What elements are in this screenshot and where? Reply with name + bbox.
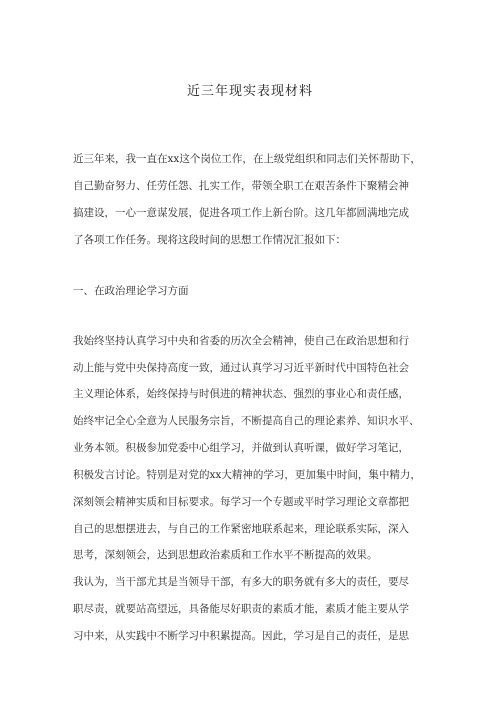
section1-line-5: 业务本领。积极参加党委中心组学习，并做到认真听课，做好学习笔记， <box>73 442 409 454</box>
section-heading-politics: 一、在政治理论学习方面 <box>73 285 189 297</box>
section2-line-3: 习中来，从实践中不断学习中积累提高。因此，学习是自己的责任，是思 <box>73 630 409 642</box>
section1-line-1: 我始终坚持认真学习中央和省委的历次全会精神，使自己在政治思想和行 <box>73 335 409 347</box>
section1-line-6: 积极发言讨论。特别是对党的xx大精神的学习，更加集中时间，集中精力， <box>73 469 421 481</box>
intro-line-1: 近三年来，我一直在xx这个岗位工作，在上级党组织和同志们关怀帮助下， <box>73 153 421 165</box>
section1-line-7: 深刻领会精神实质和目标要求。每学习一个专题或平时学习理论文章都把 <box>73 496 409 508</box>
intro-line-3: 搞建设，一心一意谋发展，促进各项工作上新台阶。这几年都圆满地完成 <box>73 207 409 219</box>
section2-line-2: 职尽责，就要站高望远，具备能尽好职责的素质才能，素质才能主要从学 <box>73 603 409 615</box>
section2-line-1: 我认为，当干部尤其是当领导干部，有多大的职务就有多大的责任，要尽 <box>73 576 409 588</box>
section1-line-9: 思考，深刻领会，达到思想政治素质和工作水平不断提高的效果。 <box>73 549 378 561</box>
section1-line-8: 自己的思想摆进去，与自己的工作紧密地联系起来，理论联系实际，深入 <box>73 523 409 535</box>
section1-line-4: 始终牢记全心全意为人民服务宗旨，不断提高自己的理论素养、知识水平、 <box>73 415 420 427</box>
section1-line-3: 主义理论体系，始终保持与时俱进的精神状态、强烈的事业心和责任感， <box>73 388 409 400</box>
intro-line-2: 自己勤奋努力、任劳任怨、扎实工作，带领全职工在艰苦条件下聚精会神 <box>73 180 409 192</box>
intro-line-4: 了各项工作任务。现将这段时间的思想工作情况汇报如下： <box>73 234 346 246</box>
document-title: 近三年现实表现材料 <box>186 84 313 99</box>
section1-line-2: 动上能与党中央保持高度一致，通过认真学习习近平新时代中国特色社会 <box>73 362 409 374</box>
